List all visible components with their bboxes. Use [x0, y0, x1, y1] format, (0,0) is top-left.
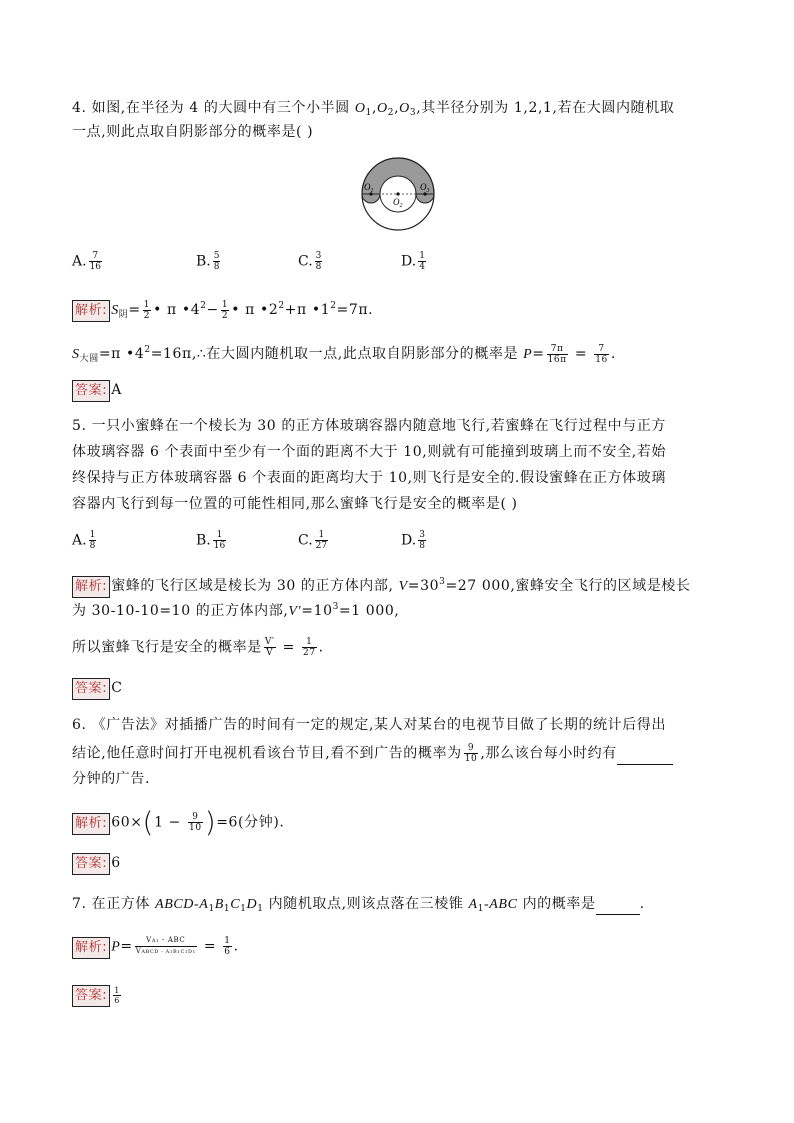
- q5-option-b[interactable]: B. $\frac{1}{16}$: [196, 530, 226, 551]
- daan-label: 答案:: [72, 380, 110, 402]
- q4-circle-figure: [358, 156, 438, 236]
- q5-solution-line2: 为 30-10-10=10 的正方体内部$,V'=10^3=1$ 000,: [72, 602, 400, 619]
- jiexi-label: 解析:: [72, 937, 110, 959]
- q5-stem-line3: 终保持与正方体玻璃容器 6 个表面的距离均大于 10,则飞行是安全的.假设蜜蜂在正方体玻璃: [72, 470, 666, 486]
- q6-stem-line2: 结论,他任意时间打开电视机看该台节目,看不到广告的概率为 $\frac{9}{10}$ ,那么该台每小时约有: [72, 743, 673, 765]
- q6-stem-line3: 分钟的广告.: [72, 771, 151, 787]
- q7-answer-blank[interactable]: [596, 894, 640, 915]
- jiexi-label: 解析:: [72, 300, 110, 322]
- q5-option-d[interactable]: D. $\frac{3}{8}$: [401, 530, 425, 551]
- daan-label: 答案:: [72, 985, 110, 1007]
- q4-option-d[interactable]: D. $\frac{1}{4}$: [401, 251, 425, 272]
- q5-option-a[interactable]: A. $\frac{1}{8}$: [72, 530, 96, 551]
- label-o2: $O_2$: [393, 197, 403, 209]
- q4-solution-line2: $S_{大圆}=\pi$ $•4^2=16\pi,\therefore$在大圆内随机取一点,此点取自阴影部分的概率是 P= $\frac{7\pi}{16\pi}$ = $\frac{7}{16}$ .: [72, 343, 616, 365]
- q4-option-b[interactable]: B. $\frac{5}{8}$: [196, 251, 220, 272]
- q7-answer: 答案: $\frac{1}{6}$: [72, 985, 123, 1007]
- q6-answer: 答案: 6: [72, 853, 121, 875]
- q5-option-c[interactable]: C. $\frac{1}{27}$: [298, 530, 328, 551]
- jiexi-label: 解析:: [72, 813, 110, 835]
- label-o1: $O_1$: [364, 182, 374, 194]
- q5-solution-line1: 解析: 蜜蜂的飞行区域是棱长为 30 的正方体内部, $V=30^3=27$ 000,蜜蜂安全飞行的区域是棱长: [72, 572, 691, 598]
- q5-solution-line3: 所以蜜蜂飞行是安全的概率是 $\frac{V'}{V}$ = $\frac{1}{27}$ .: [72, 637, 324, 658]
- q6-answer-blank[interactable]: [617, 744, 673, 765]
- q7-solution: 解析: P= $\frac{\text{VA1 - ABC}}{\text{VABCD - A1B1C1D1}}$ = $\frac{1}{6}$ .: [72, 936, 239, 959]
- q4-answer: 答案: A: [72, 380, 122, 402]
- label-o3: $O_3$: [420, 182, 430, 194]
- q4-solution-line1: 解析: $S_阴=$ $\frac{1}{2}$ • π $•4^2-$ $\frac{1}{2}$ • π $•2^2+\pi$ $•1^2=7\pi$.: [72, 296, 373, 325]
- q4-option-a[interactable]: A. $\frac{7}{16}$: [72, 251, 102, 272]
- daan-label: 答案:: [72, 678, 110, 700]
- center-dot-o2: [396, 192, 399, 195]
- jiexi-label: 解析:: [72, 576, 110, 598]
- q4-option-c[interactable]: C. $\frac{3}{8}$: [298, 251, 322, 272]
- q7-stem: 7. 在正方体 ABCD-$A_1B_1C_1D_1$ 内随机取点,则该点落在三棱锥 $A_1$-ABC 内的概率是 .: [72, 896, 645, 914]
- q5-stem-line2: 体玻璃容器 6 个表面中至少有一个面的距离不大于 10,则就有可能撞到玻璃上而不安全,若始: [72, 444, 666, 460]
- q6-solution: 解析: 60×(1 − $\frac{9}{10}$ )=6(分钟).: [72, 812, 284, 835]
- q5-answer: 答案: C: [72, 678, 123, 700]
- q5-stem-line4: 容器内飞行到每一位置的可能性相同,那么蜜蜂飞行是安全的概率是( ): [72, 496, 518, 512]
- q4-stem-line1: 4. 如图,在半径为 4 的大圆中有三个小半圆 $O_1,O_2,O_3$,其半径分别为 1,2,1,若在大圆内随机取: [72, 100, 675, 118]
- q6-stem-line1: 6. 《广告法》对插播广告的时间有一定的规定,某人对某台的电视节目做了长期的统计后得出: [72, 717, 667, 733]
- q4-stem-line2: 一点,则此点取自阴影部分的概率是( ): [72, 124, 314, 140]
- q5-stem-line1: 5. 一只小蜜蜂在一个棱长为 30 的正方体玻璃容器内随意地飞行,若蜜蜂在飞行过程中与正方: [72, 418, 666, 434]
- daan-label: 答案:: [72, 853, 110, 875]
